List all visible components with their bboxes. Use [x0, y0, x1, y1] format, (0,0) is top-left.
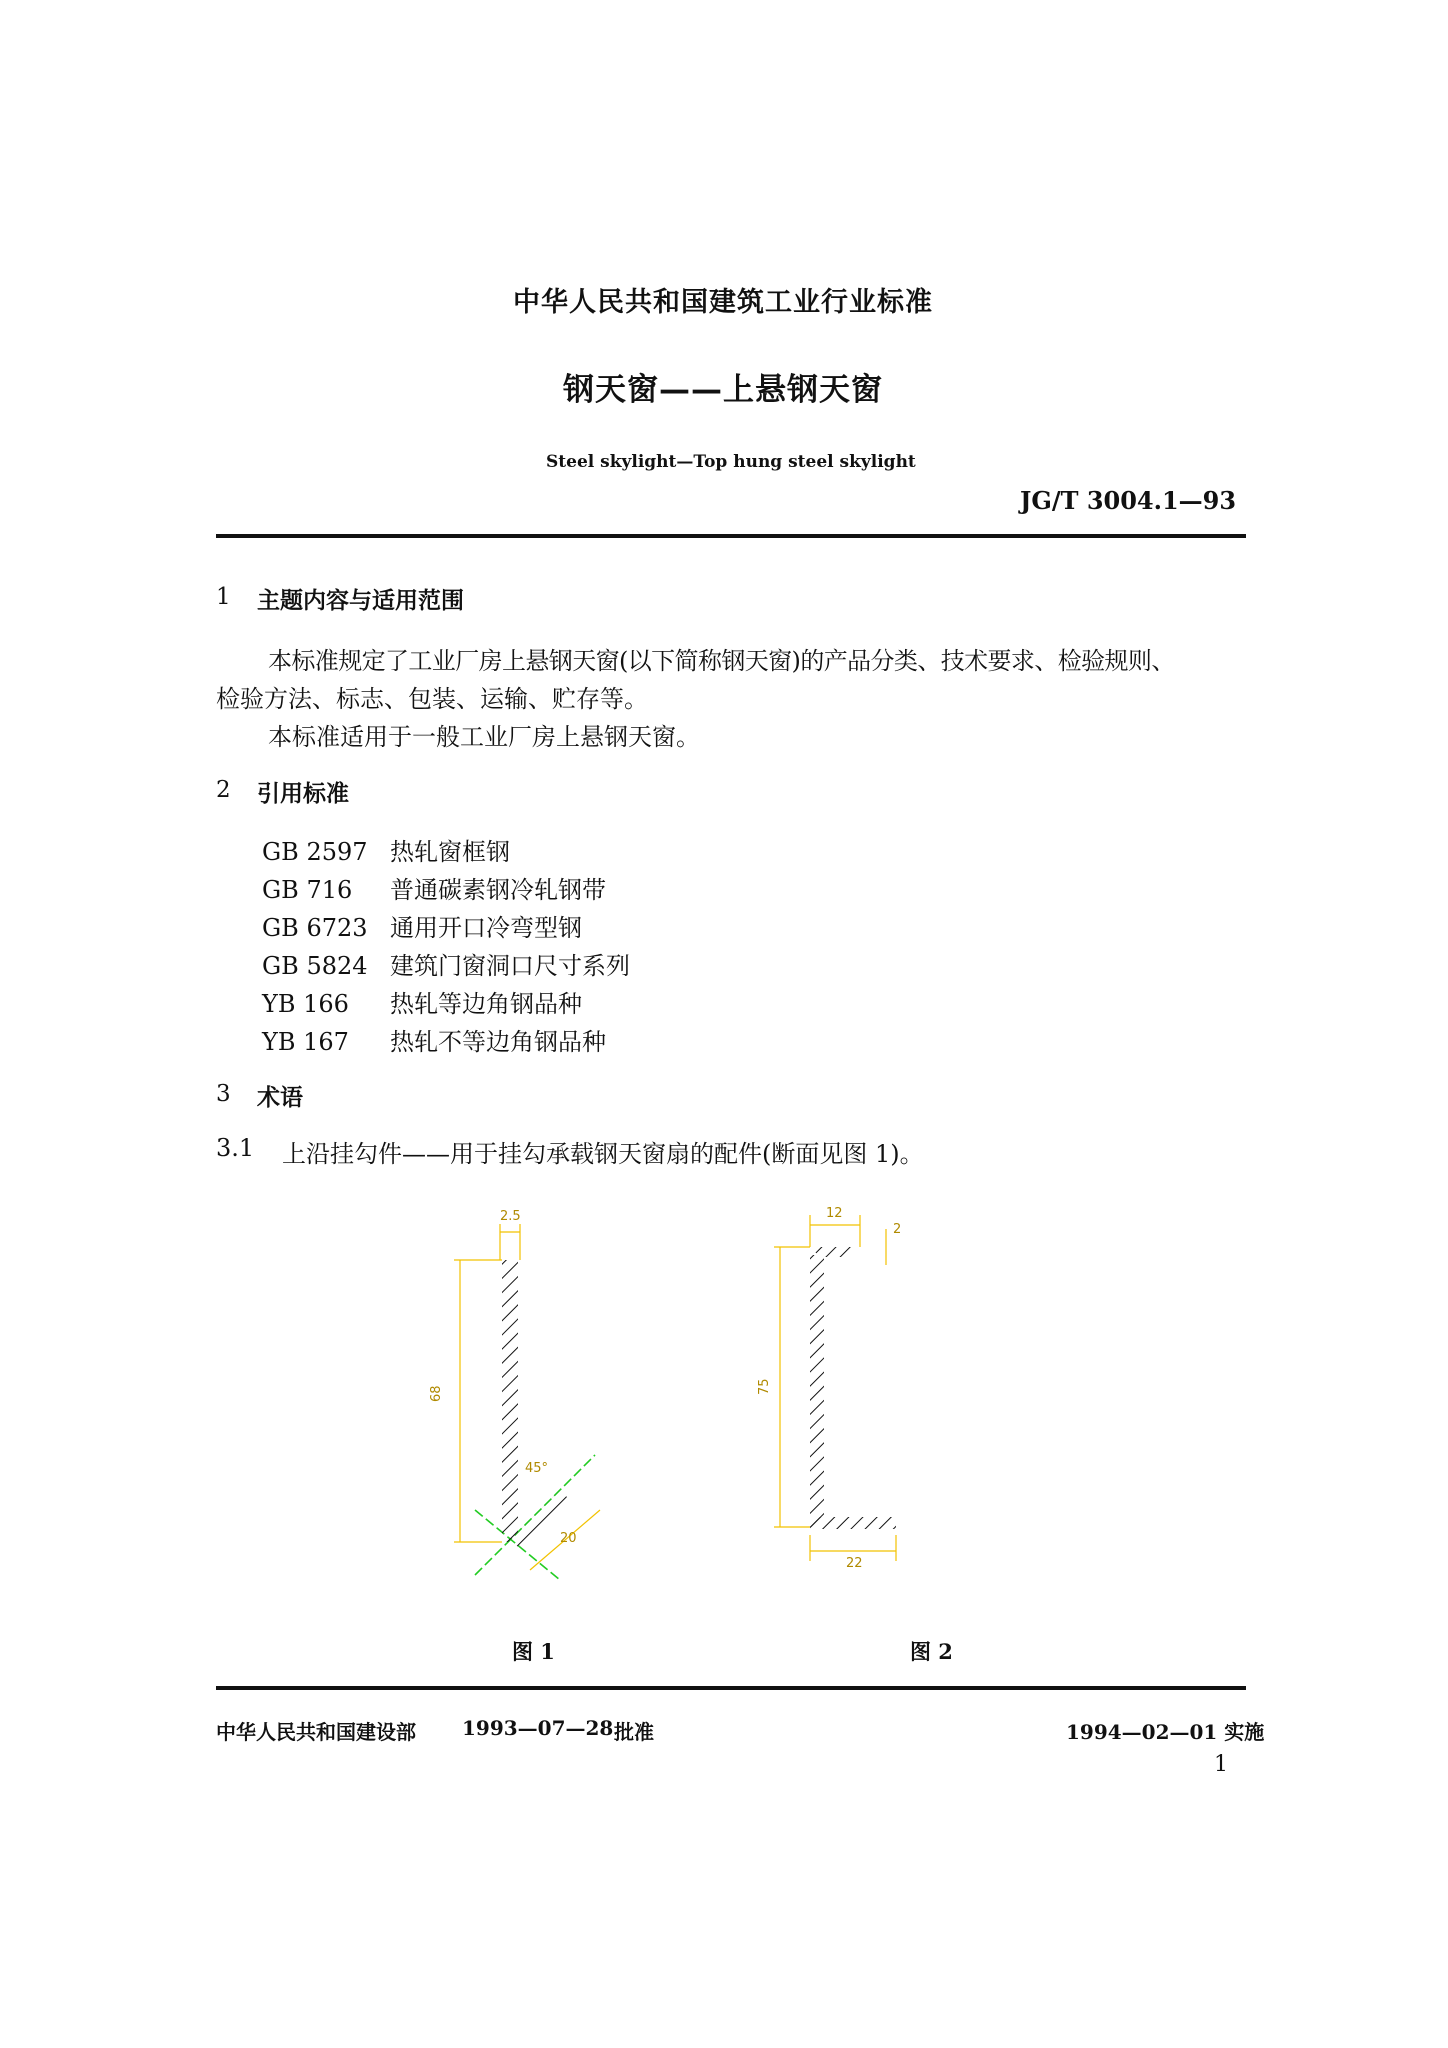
document-title-english: Steel skylight—Top hung steel skylight [546, 452, 916, 472]
figure-1-web [502, 1260, 518, 1542]
section-3-number: 3 [216, 1081, 231, 1107]
figure-2-caption: 图 2 [910, 1639, 953, 1664]
section-3-1-text: 上沿挂勾件——用于挂勾承载钢天窗扇的配件(断面见图 1)。 [282, 1140, 924, 1168]
approving-authority: 中华人民共和国建设部 [216, 1720, 416, 1744]
document-title: 钢天窗——上悬钢天窗 [563, 372, 883, 408]
page-number: 1 [1214, 1752, 1228, 1777]
figure-1-drawing [430, 1180, 670, 1600]
section-1-para-1-line-2: 检验方法、标志、包装、运输、贮存等。 [216, 685, 648, 713]
figure-2-dim-lip: 2 [893, 1222, 902, 1237]
figure-2-dimension-lines [774, 1215, 896, 1561]
figure-2-drawing [757, 1195, 940, 1595]
reference-name: 普通碳素钢冷轧钢带 [390, 876, 606, 904]
section-1-para-1-line-1: 本标准规定了工业厂房上悬钢天窗(以下简称钢天窗)的产品分类、技术要求、检验规则、 [268, 647, 1175, 675]
effective-date: 1994—02—01 实施 [1066, 1720, 1265, 1744]
standard-code: JG/T 3004.1—93 [1020, 486, 1237, 515]
reference-row [262, 1022, 606, 1057]
reference-row [262, 946, 630, 981]
figure-2-dim-height: 75 [757, 1378, 772, 1395]
reference-code: YB 167 [262, 1028, 349, 1056]
figure-2-dim-top-width: 12 [826, 1206, 843, 1221]
reference-row [262, 984, 582, 1019]
approval-date: 1993—07—28 [462, 1716, 614, 1740]
figure-1-dim-height: 68 [429, 1385, 444, 1402]
reference-name: 热轧不等边角钢品种 [390, 1028, 606, 1056]
issuing-authority: 中华人民共和国建筑工业行业标准 [513, 287, 933, 318]
approval-label: 批准 [614, 1720, 654, 1744]
figure-1-dim-thickness: 2.5 [500, 1209, 521, 1224]
reference-code: GB 2597 [262, 838, 368, 866]
section-1-para-2: 本标准适用于一般工业厂房上悬钢天窗。 [268, 723, 700, 751]
reference-code: YB 166 [262, 990, 349, 1018]
reference-row [262, 908, 582, 943]
figure-1-caption: 图 1 [512, 1639, 555, 1664]
section-1-title: 主题内容与适用范围 [257, 588, 464, 614]
section-2-title: 引用标准 [257, 781, 349, 807]
section-3-title: 术语 [257, 1085, 303, 1111]
reference-name: 通用开口冷弯型钢 [390, 914, 582, 942]
figure-1-dimension-lines [454, 1224, 600, 1570]
figure-2-dim-bottom-width: 22 [846, 1556, 863, 1571]
reference-code: GB 5824 [262, 952, 368, 980]
reference-code: GB 6723 [262, 914, 368, 942]
figure-1-dim-leg: 20 [560, 1531, 577, 1546]
reference-name: 热轧窗框钢 [390, 838, 510, 866]
reference-row [262, 832, 510, 867]
section-2-number: 2 [216, 777, 231, 803]
reference-name: 热轧等边角钢品种 [390, 990, 582, 1018]
figure-1-dim-angle: 45° [525, 1461, 549, 1476]
figure-2-web [810, 1255, 824, 1527]
reference-name: 建筑门窗洞口尺寸系列 [390, 952, 630, 980]
section-3-1-number: 3.1 [216, 1134, 255, 1162]
reference-row [262, 870, 606, 905]
header-rule [216, 534, 1246, 538]
figure-2-bottom-flange [810, 1517, 896, 1529]
section-1-number: 1 [216, 584, 231, 610]
footer-rule [216, 1686, 1246, 1690]
reference-code: GB 716 [262, 876, 353, 904]
